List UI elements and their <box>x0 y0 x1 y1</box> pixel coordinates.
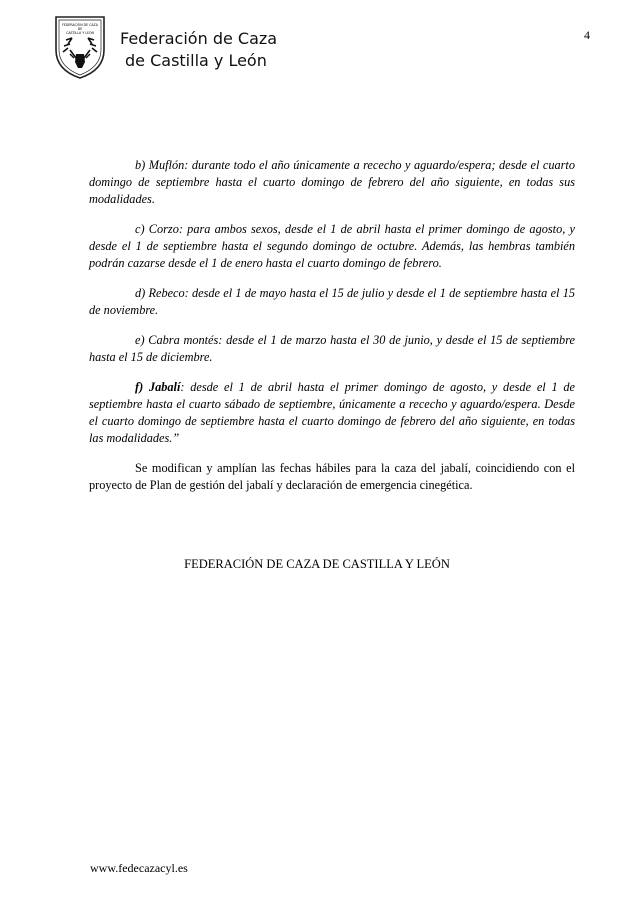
organization-line-1: Federación de Caza <box>120 29 278 48</box>
logo-text-mid: DE <box>77 27 83 31</box>
paragraph-cabra-montes <box>89 332 575 366</box>
logo-text-bottom: CASTILLA Y LEÓN <box>66 31 94 35</box>
paragraph-closing: Se modifican y amplían las fechas hábiles para la caza del jabalí, coincidiendo con el proyecto de Plan de gestión del jabalí y declaración de emergencia cinegética. <box>89 461 575 492</box>
text-cabra-montes: : desde el 1 de marzo hasta el 30 de junio, y desde el 15 de septiembre hasta el 15 de diciembre. <box>89 333 575 364</box>
paragraph-rebeco <box>89 285 575 319</box>
organization-name <box>120 28 277 72</box>
label-corzo: c) Corzo <box>135 222 179 236</box>
footer-website-link[interactable]: www.fedecazacyl.es <box>90 861 188 875</box>
organization-line-2: de Castilla y León <box>125 51 267 70</box>
text-muflon: : durante todo el año únicamente a rececho y aguardo/espera; desde el cuarto domingo de septiembre hasta el cuarto domingo de febrero del año siguiente, en todas sus modalidades. <box>89 158 575 206</box>
federation-signature: FEDERACIÓN DE CAZA DE CASTILLA Y LEÓN <box>184 557 450 571</box>
label-rebeco: d) Rebeco <box>135 286 185 300</box>
label-muflon: b) Muflón <box>135 158 185 172</box>
logo-text-top: FEDERACIÓN DE CAZA <box>62 23 98 27</box>
text-corzo: : para ambos sexos, desde el 1 de abril hasta el primer domingo de agosto, y desde el 1 de septiembre hasta el segundo domingo de octubre. Además, las hembras también podrán cazarse desde el 1 de enero hasta el cuarto domingo de febrero. <box>89 222 575 270</box>
paragraph-jabali <box>89 379 575 447</box>
paragraph-corzo <box>89 221 575 272</box>
paragraph-muflon <box>89 157 575 208</box>
page-number: 4 <box>584 28 590 42</box>
text-jabali: : desde el 1 de abril hasta el primer domingo de agosto, y desde el 1 de septiembre hasta el cuarto sábado de septiembre, únicamente a rececho y aguardo/espera. Desde el cuarto domingo de septiembre hasta el cuarto domingo de febrero del año siguiente, en todas las modalidades.” <box>89 380 575 445</box>
text-rebeco: : desde el 1 de mayo hasta el 15 de julio y desde el 1 de septiembre hasta el 15 de noviembre. <box>89 286 575 317</box>
document-body <box>89 157 575 507</box>
label-cabra-montes: e) Cabra montés <box>135 333 219 347</box>
label-jabali: f) Jabalí <box>135 380 181 394</box>
federation-logo <box>52 14 108 80</box>
